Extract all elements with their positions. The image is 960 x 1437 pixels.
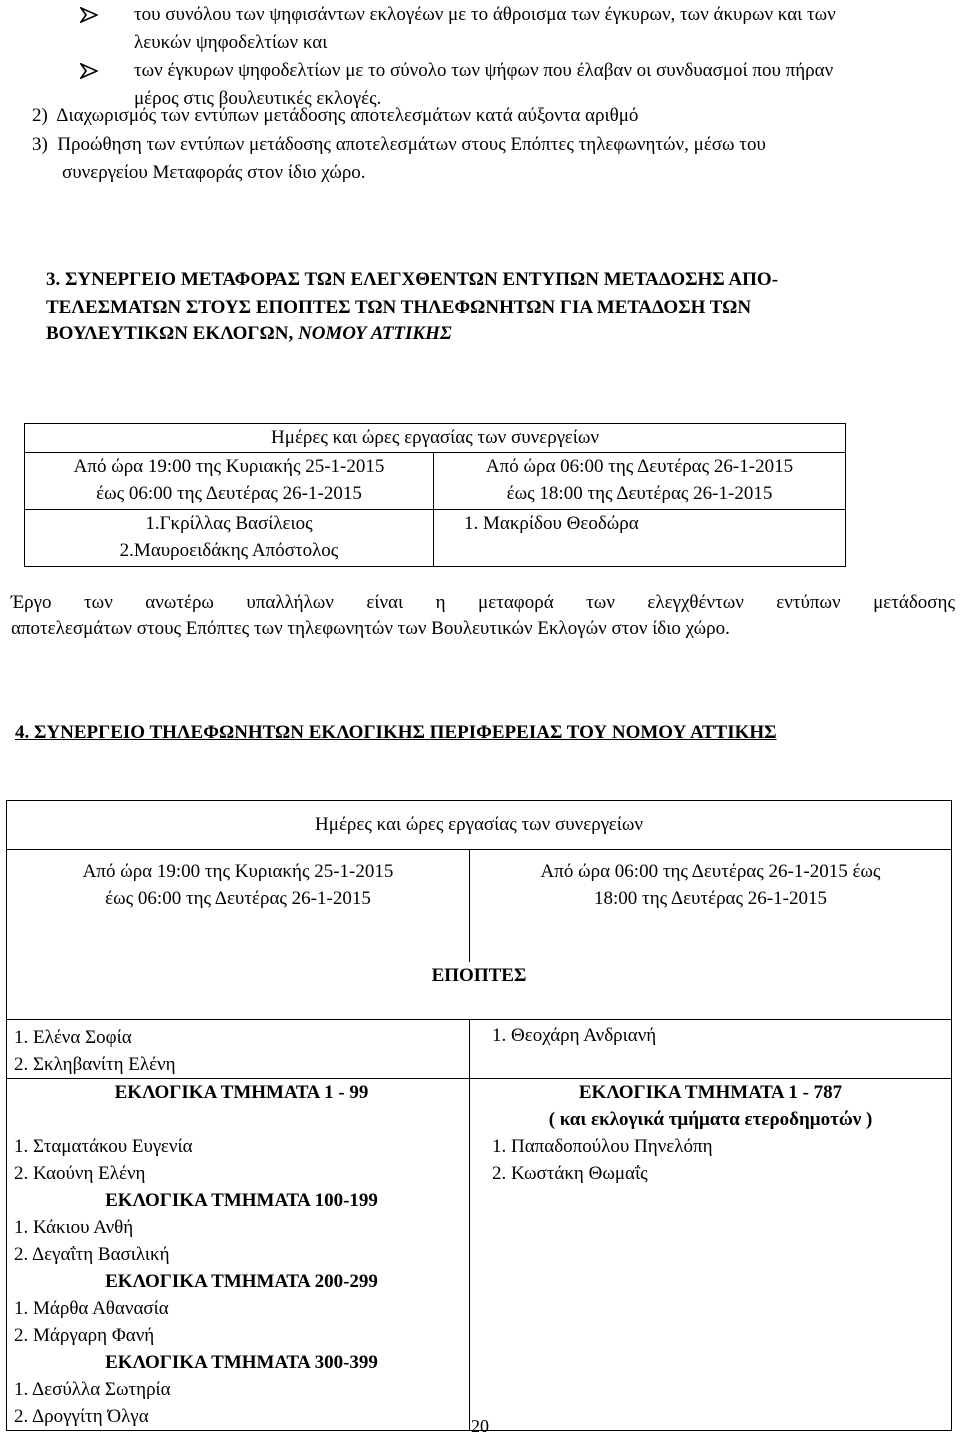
time-from: Από ώρα 19:00 της Κυριακής 25-1-2015 <box>82 861 394 882</box>
time-from: Από ώρα 06:00 της Δευτέρας 26-1-2015 <box>485 456 794 477</box>
item-text: Προώθηση των εντύπων μετάδοσης αποτελεσμάτων στους Επόπτες τηλεφωνητών, μέσω του <box>57 134 766 155</box>
supervisors-label: ΕΠΟΠΤΕΣ <box>7 962 952 1020</box>
paragraph-line2: αποτελεσμάτων στους Επόπτες των τηλεφωνητών των Βουλευτικών Εκλογών στον ίδιο χώρο. <box>11 618 730 639</box>
page-number: 20 <box>471 1416 489 1436</box>
supervisor-name: 1. Ελένα Σοφία <box>14 1027 132 1048</box>
right-names-cell <box>434 510 846 567</box>
group-member: 2. Κωστάκη Θωμαΐς <box>492 1163 648 1184</box>
group-title: ΕΚΛΟΓΙΚΑ ΤΜΗΜΑΤΑ 100-199 <box>105 1190 378 1211</box>
bullet-item <box>80 1 940 57</box>
left-groups-cell <box>7 1079 470 1431</box>
work-hours-table-2 <box>6 800 952 1431</box>
numbered-item <box>32 102 932 130</box>
right-time-cell <box>470 850 952 963</box>
group-subtitle: ( και εκλογικά τμήματα ετεροδημοτών ) <box>548 1109 873 1130</box>
bullet-text: του συνόλου των ψηφισάντων εκλογέων με το άθροισμα των έγκυρων, των άκυρων και των <box>134 4 836 25</box>
left-names-cell <box>25 510 434 567</box>
left-supervisors-cell <box>7 1020 470 1079</box>
supervisor-name: 1. Θεοχάρη Ανδριανή <box>492 1025 657 1046</box>
section-3-heading-line1: 3. ΣΥΝΕΡΓΕΙΟ ΜΕΤΑΦΟΡΑΣ ΤΩΝ ΕΛΕΓΧΘΕΝΤΩΝ ΕΝΤΥΠΩΝ ΜΕΤΑΔΟΣΗΣ ΑΠΟ- <box>46 269 779 290</box>
person-name: 1. Μακρίδου Θεοδώρα <box>464 513 639 534</box>
person-name: 2.Μαυροειδάκης Απόστολος <box>119 540 339 561</box>
person-name: 1.Γκρίλλας Βασίλειος <box>145 513 313 534</box>
time-to: έως 18:00 της Δευτέρας 26-1-2015 <box>506 483 773 504</box>
time-from: Από ώρα 19:00 της Κυριακής 25-1-2015 <box>73 456 385 477</box>
section-4-heading: 4. ΣΥΝΕΡΓΕΙΟ ΤΗΛΕΦΩΝΗΤΩΝ ΕΚΛΟΓΙΚΗΣ ΠΕΡΙΦΕΡΕΙΑΣ ΤΟΥ ΝΟΜΟΥ ΑΤΤΙΚΗΣ <box>15 722 777 743</box>
time-to: έως 06:00 της Δευτέρας 26-1-2015 <box>96 483 362 504</box>
bullet-text-cont: μέρος στις βουλευτικές εκλογές. <box>134 88 382 109</box>
bullet-text-cont: λευκών ψηφοδελτίων και <box>134 32 328 53</box>
item-number: 2) <box>32 105 48 126</box>
group-title: ΕΚΛΟΓΙΚΑ ΤΜΗΜΑΤΑ 300-399 <box>105 1352 378 1373</box>
item-number: 3) <box>32 134 48 155</box>
group-member: 2. Δεγαΐτη Βασιλική <box>14 1244 170 1265</box>
arrow-bullet-icon <box>80 63 98 79</box>
group-member: 2. Δρογγίτη Όλγα <box>14 1406 149 1427</box>
time-to: έως 06:00 της Δευτέρας 26-1-2015 <box>105 888 371 909</box>
heading-text: ΒΟΥΛΕΥΤΙΚΩΝ ΕΚΛΟΓΩΝ, <box>46 323 298 344</box>
section-3-heading-line2: ΤΕΛΕΣΜΑΤΩΝ ΣΤΟΥΣ ΕΠΟΠΤΕΣ ΤΩΝ ΤΗΛΕΦΩΝΗΤΩΝ ΓΙΑ ΜΕΤΑΔΟΣΗ ΤΩΝ <box>46 297 752 318</box>
item-text: Διαχωρισμός των εντύπων μετάδοσης αποτελεσμάτων κατά αύξοντα αριθμό <box>56 105 639 126</box>
table-header: Ημέρες και ώρες εργασίας των συνεργείων <box>7 801 952 850</box>
right-time-cell <box>434 453 846 510</box>
group-member: 1. Παπαδοπούλου Πηνελόπη <box>492 1136 713 1157</box>
group-member: 1. Κάκιου Ανθή <box>14 1217 134 1238</box>
group-member: 1. Σταματάκου Ευγενία <box>14 1136 193 1157</box>
numbered-item <box>32 131 932 159</box>
arrow-bullet-icon <box>80 7 98 23</box>
work-hours-table-1 <box>24 423 846 567</box>
supervisor-name: 2. Σκληβανίτη Ελένη <box>14 1054 176 1075</box>
left-time-cell <box>7 850 470 963</box>
bullet-text: των έγκυρων ψηφοδελτίων με το σύνολο των ψήφων που έλαβαν οι συνδυασμοί που πήραν <box>134 60 834 81</box>
item-text-cont: συνεργείου Μεταφοράς στον ίδιο χώρο. <box>62 162 366 183</box>
table-header: Ημέρες και ώρες εργασίας των συνεργείων <box>25 424 846 453</box>
group-member: 1. Μάρθα Αθανασία <box>14 1298 169 1319</box>
group-title: ΕΚΛΟΓΙΚΑ ΤΜΗΜΑΤΑ 1 - 99 <box>114 1082 369 1103</box>
group-member: 2. Καούνη Ελένη <box>14 1163 146 1184</box>
heading-region: ΝΟΜΟΥ ΑΤΤΙΚΗΣ <box>297 323 452 344</box>
group-member: 1. Δεσύλλα Σωτηρία <box>14 1379 171 1400</box>
group-title: ΕΚΛΟΓΙΚΑ ΤΜΗΜΑΤΑ 200-299 <box>105 1271 378 1292</box>
group-member: 2. Μάργαρη Φανή <box>14 1325 155 1346</box>
section-3-heading-line3 <box>46 320 946 348</box>
left-time-cell <box>25 453 434 510</box>
right-supervisors-cell <box>470 1020 952 1079</box>
time-to: 18:00 της Δευτέρας 26-1-2015 <box>594 888 827 909</box>
group-title: ΕΚΛΟΓΙΚΑ ΤΜΗΜΑΤΑ 1 - 787 <box>578 1082 843 1103</box>
paragraph-line1: Έργο των ανωτέρω υπαλλήλων είναι η μεταφορά των ελεγχθέντων εντύπων μετάδοσης <box>11 592 955 613</box>
right-groups-cell <box>470 1079 952 1431</box>
time-from: Από ώρα 06:00 της Δευτέρας 26-1-2015 έως <box>540 861 881 882</box>
